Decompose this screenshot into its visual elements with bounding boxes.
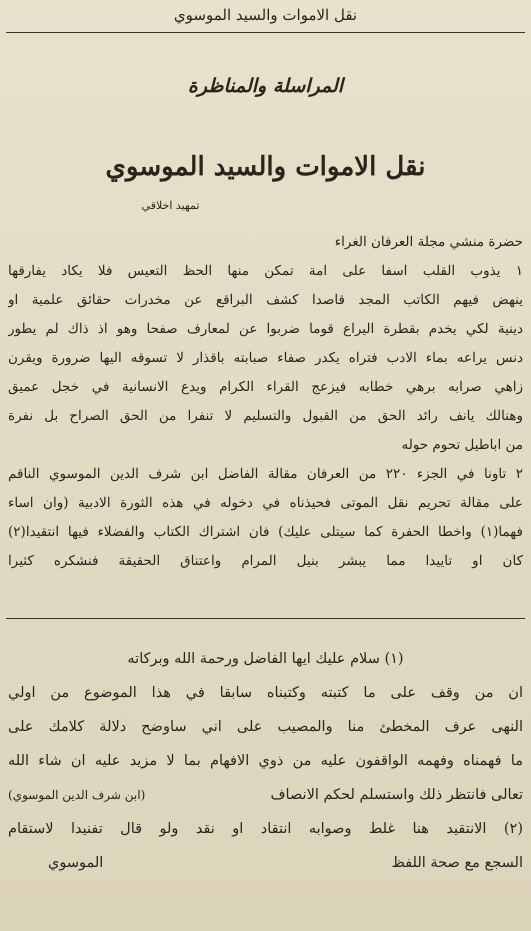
- body-line: دنس يراعه بماء الادب فتراه يكدر صفاء صبابته باقذار لا تسوقه اليها ضرورة ويقرن: [8, 350, 523, 366]
- body-line: كان او تاييدا مما يبشر بنيل المرام واعتناق الحقيقة فنشكره كثيرا: [8, 553, 523, 569]
- footnote-attribution: (ابن شرف الدين الموسوي): [8, 788, 146, 802]
- footnote-line: النهى عرف المخطئ منا والمصيب على اني ساوضح دلالة كلامك على: [8, 719, 523, 735]
- section-heading: المراسلة والمناظرة: [187, 75, 344, 97]
- footnote-signature-row: [8, 778, 523, 812]
- footnote-line: (٢) الانتقيد هنا غلط وصوابه انتقاد او نقد ولو قال تفنيدا لاستقام: [8, 821, 523, 837]
- header-rule: [6, 32, 525, 33]
- body-line: دينية لكي يخدم بقطرة اليراع قوما ضربوا عن لمعارف صفحا وهو اذ ذاك لم يطور: [8, 321, 523, 337]
- closing-row: [8, 846, 523, 880]
- article-title: نقل الاموات والسيد الموسوي: [105, 152, 426, 182]
- body-line: فهما(١) واخطا الحفرة كما سيتلى عليك) فان اشتراك الكتاب والفضلاء فيها انتقيدا(٢): [8, 524, 523, 540]
- footnotes: [8, 642, 523, 880]
- article-subtitle: تمهيد اخلاقي: [141, 199, 200, 212]
- footnote-line: ما فهمناه وفهمه الواقفون عليه من ذوي الافهام بما لا مزيد عليه ان شاء الله: [8, 753, 523, 769]
- article-body: [8, 228, 523, 576]
- body-line: على مقالة تحريم نقل الموتى فحيذناه في دخوله في هذه الثورة الادبية (وان اساء: [8, 495, 523, 511]
- body-line: وهنالك يانف رائد الحق من القبول والتسليم لا تنفرا من الحق الصراح بل نفرة: [8, 408, 523, 424]
- body-line: ٢ تاونا في الجزء ٢٢٠ من العرفان مقالة الفاضل ابن شرف الدين الموسوي الناقم: [8, 466, 523, 482]
- footnote-line-text: تعالى فانتظر ذلك واستسلم لحكم الانصاف: [270, 787, 523, 803]
- body-line: حضرة منشي مجلة العرفان الغراء: [334, 234, 523, 250]
- body-line: زاهي صرابه برهي خطابه فيزعج القراء الكرام ويدع الانسانية في خجل عميق: [8, 379, 523, 395]
- closing-text: السجع مع صحة اللفظ: [391, 855, 523, 871]
- body-line: ١ يذوب القلب اسفا على امة تمكن منها الحظ التعيس فلا يكاد يفارقها: [8, 263, 523, 279]
- footnote-rule: [6, 618, 525, 619]
- body-line: من اباطيل تحوم حوله: [401, 437, 523, 453]
- closing-signature: الموسوي: [48, 855, 104, 871]
- body-line: ينهض فيهم الكاتب المجد قاصدا كشف البراقع عن مخدرات حقائق علمية او: [8, 292, 523, 308]
- footnote-line: (١) سلام عليك ايها الفاضل ورحمة الله وبركاته: [127, 651, 404, 667]
- running-header: نقل الاموات والسيد الموسوي: [173, 6, 358, 24]
- footnote-line: ان من وقف على ما كتبته وكتبناه سابقا في هذا الموضوع من اولي: [8, 685, 523, 701]
